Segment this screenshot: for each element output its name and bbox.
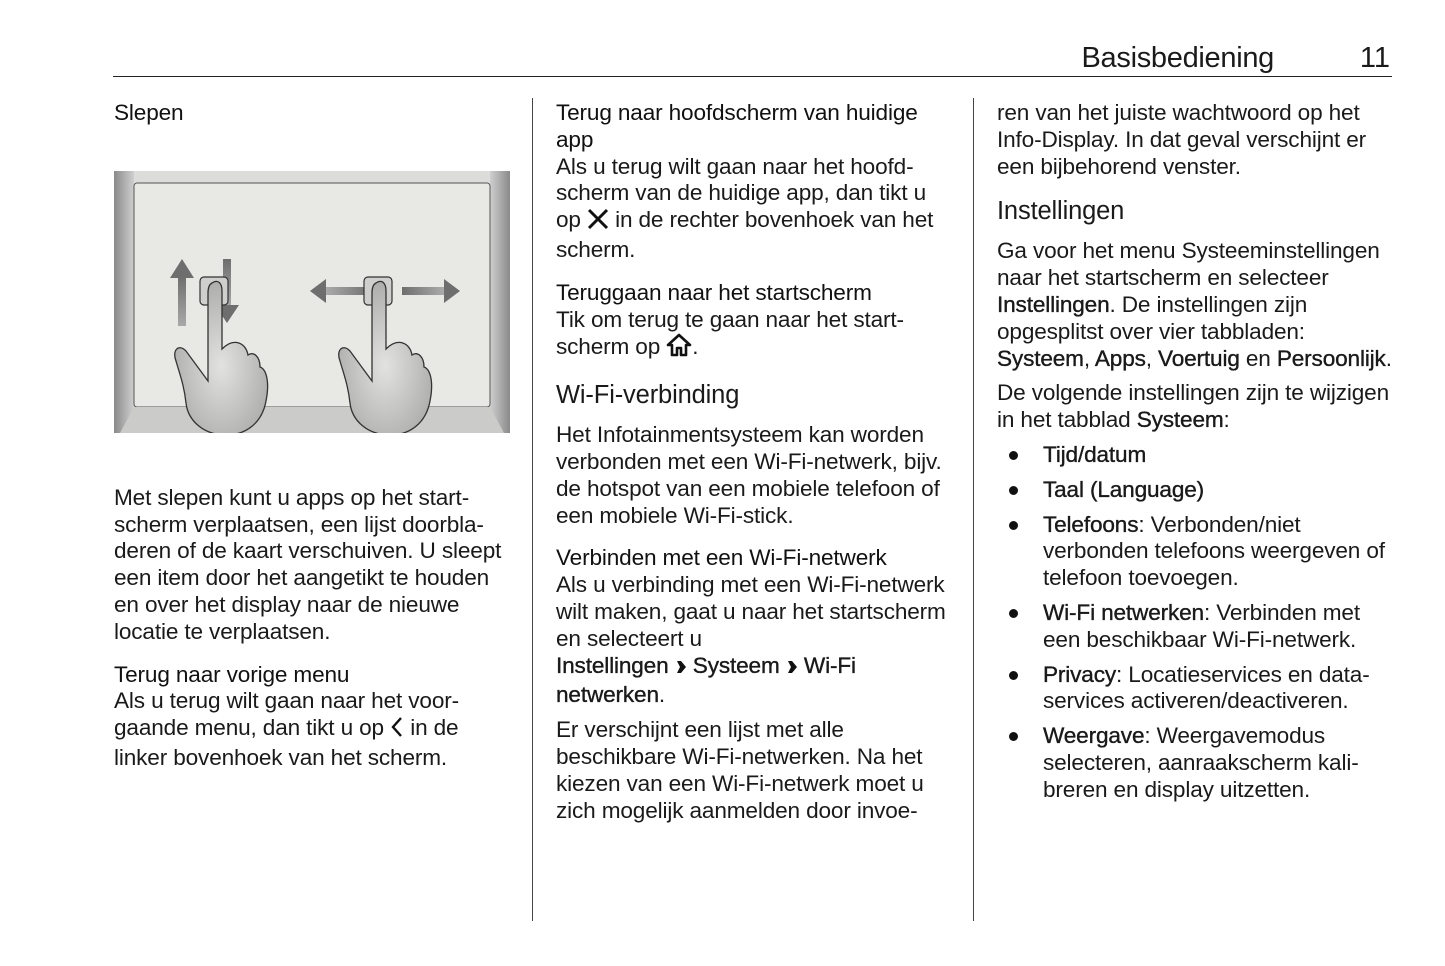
home-icon: [666, 333, 692, 364]
list-item: [997, 600, 1397, 654]
drag-gesture-illustration: [114, 171, 510, 433]
item-desc: : Weergavemodus selecteren, aanraakscherm kalibreren en display uitzetten.: [1043, 723, 1359, 802]
continued-paragraph: ren van het juiste wachtwoord op het Info-Display. In dat geval verschijnt er een bijbehorend venster.: [997, 100, 1367, 179]
section-heading-slepen: Slepen: [114, 100, 184, 125]
home-paragraph: [556, 307, 956, 365]
main-screen-paragraph: [556, 154, 956, 264]
column-divider: [973, 98, 974, 921]
chapter-title: Basisbediening: [1081, 42, 1274, 74]
column-2: [556, 100, 956, 824]
back-menu-paragraph: [114, 688, 514, 771]
tab-systeem: Systeem: [997, 345, 1084, 371]
system-tab-term: Systeem: [1136, 407, 1224, 433]
tab-persoonlijk: Persoonlijk: [1276, 345, 1386, 371]
column-divider: [532, 98, 533, 921]
main-screen-text-end: in de rechter bovenhoek van het scherm.: [556, 207, 934, 262]
main-screen-title: Terug naar hoofdscherm van huidige app: [556, 100, 918, 152]
list-item: [997, 662, 1397, 716]
item-desc: : Verbinden met een beschikbaar Wi-Fi-netwerk.: [1043, 599, 1360, 652]
wifi-paragraph: Het Infotainmentsysteem kan worden verbonden met een Wi-Fi-netwerk, bijv. de hotspot van een mobiele telefoon of een mobiele Wi-Fi-stick.: [556, 422, 942, 528]
tab-apps: Apps: [1094, 345, 1146, 371]
item-label: Weergave: [1043, 723, 1145, 749]
page-number: 11: [1359, 42, 1390, 74]
system-tab-text: De volgende instellingen zijn te wijzigen in het tabblad: [997, 380, 1389, 433]
drag-gesture-image: [114, 171, 510, 433]
settings-text-2: . De instellingen zijn opgesplitst over vier tabbladen:: [997, 291, 1308, 344]
home-text: Tik om terug te gaan naar het startscherm op: [556, 306, 905, 360]
wifi-connect-title: Verbinden met een Wi-Fi-netwerk: [556, 545, 887, 571]
chevron-left-icon: [390, 716, 404, 745]
settings-paragraph: Ga voor het menu Systeeminstellingen naar het startscherm en selecteer Instellingen. De instellingen zijn opgesplitst over vier tabbladen: Systeem, Apps, Voertuig en Persoonlijk.: [997, 238, 1392, 371]
path-end: .: [658, 682, 666, 708]
path-systeem: Systeem: [692, 652, 780, 678]
wifi-connect-paragraph: [556, 572, 956, 709]
system-tab-paragraph: [997, 380, 1397, 434]
settings-text: Ga voor het menu Systeeminstellingen naar het startscherm en selecteer: [997, 238, 1380, 291]
item-label: Telefoons: [1043, 511, 1139, 537]
item-label: Privacy: [1043, 661, 1117, 687]
tab-voertuig: Voertuig: [1158, 345, 1240, 371]
item-label: Taal (Language): [1043, 476, 1205, 502]
list-item: [997, 477, 1397, 504]
back-menu-title: Terug naar vorige menu: [114, 661, 350, 687]
list-item: [997, 723, 1397, 803]
back-menu-text: Als u terug wilt gaan naar het voorgaande menu, dan tikt u op: [114, 688, 460, 741]
path-wifi-netwerken: Wi-Fi netwerken: [556, 652, 856, 708]
wifi-list-paragraph: Er verschijnt een lijst met alle beschikbare Wi-Fi-netwerken. Na het kiezen van een Wi-Fi-netwerk moet u zich mogelijk aanmelden door invoe-: [556, 717, 924, 823]
column-1: [114, 100, 514, 772]
back-menu-text-end: in de linker bovenhoek van het scherm.: [114, 715, 459, 770]
system-settings-list: [997, 442, 1397, 804]
drag-paragraph: Met slepen kunt u apps op het startscherm verplaatsen, een lijst doorbladeren of de kaart verschuiven. U sleept een item door het aangetikt te houden en over het display naar de nieuwe locatie te verplaatsen.: [114, 484, 502, 644]
item-label: Wi-Fi netwerken: [1043, 599, 1204, 625]
item-desc: : Verbonden/niet verbonden telefoons weergeven of telefoon toevoegen.: [1043, 511, 1385, 591]
close-icon: [587, 208, 609, 237]
settings-term: Instellingen: [997, 291, 1110, 317]
arrow-right-icon: [786, 656, 798, 683]
settings-heading: Instellingen: [997, 197, 1125, 226]
system-tab-colon: :: [1223, 407, 1230, 433]
list-item: [997, 442, 1397, 469]
column-3: [997, 100, 1397, 812]
page-header: [113, 36, 1392, 77]
home-text-end: .: [692, 334, 699, 360]
wifi-connect-text: Als u verbinding met een Wi-Fi-netwerk wilt maken, gaat u naar het startscherm en selecteert u: [556, 572, 946, 651]
item-desc: : Locatieservices en dataservices activeren/deactiveren.: [1043, 661, 1370, 714]
item-label: Tijd/datum: [1043, 441, 1147, 467]
wifi-heading: Wi-Fi-verbinding: [556, 381, 740, 410]
main-screen-text: Als u terug wilt gaan naar het hoofdscherm van de huidige app, dan tikt u op: [556, 153, 926, 233]
path-instellingen: Instellingen: [556, 652, 669, 678]
list-item: [997, 512, 1397, 592]
home-title: Teruggaan naar het startscherm: [556, 279, 872, 305]
arrow-right-icon: [675, 656, 687, 683]
